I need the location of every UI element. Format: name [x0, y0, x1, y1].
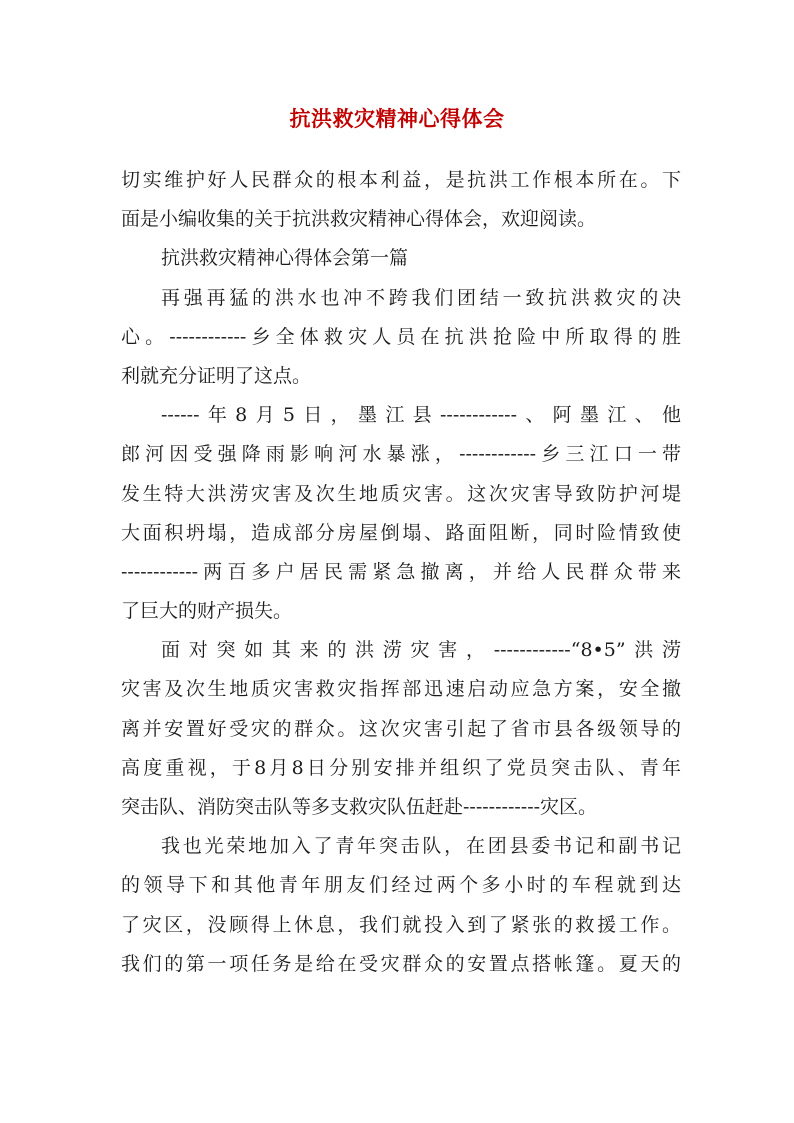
paragraph-line: 郎河因受强降雨影响河水暴涨，------------乡三江口一带 [121, 443, 681, 466]
document-title: 抗洪救灾精神心得体会 [289, 106, 505, 131]
paragraph-line: 大面积坍塌，造成部分房屋倒塌、路面阻断，同时险情致使 [121, 521, 681, 544]
paragraph-line: 我也光荣地加入了青年突击队，在团县委书记和副书记 [161, 835, 681, 858]
paragraph-line: 了灾区，没顾得上休息，我们就投入到了紧张的救援工作。 [121, 913, 681, 936]
paragraph-line: 切实维护好人民群众的根本利益，是抗洪工作根本所在。下 [121, 169, 681, 191]
paragraph-line: 利就充分证明了这点。 [121, 364, 312, 387]
paragraph-line: ------年8月5日，墨江县------------、阿墨江、他 [161, 404, 681, 427]
paragraph-line: 面对突如其来的洪涝灾害，------------“8•5”洪涝 [161, 639, 681, 662]
paragraph-line: 发生特大洪涝灾害及次生地质灾害。这次灾害导致防护河堤 [121, 482, 681, 505]
section-heading: 抗洪救灾精神心得体会第一篇 [161, 247, 409, 270]
paragraph-line: ------------两百多户居民需紧急撤离，并给人民群众带来 [121, 560, 681, 583]
document-body [121, 161, 681, 984]
paragraph-line: 突击队、消防突击队等多支救灾队伍赶赴------------灾区。 [121, 796, 598, 818]
paragraph-line: 再强再猛的洪水也冲不跨我们团结一致抗洪救灾的决 [161, 286, 681, 309]
paragraph-line: 了巨大的财产损失。 [121, 600, 293, 623]
paragraph-line: 我们的第一项任务是给在受灾群众的安置点搭帐篷。夏天的 [121, 952, 681, 975]
paragraph-line: 面是小编收集的关于抗洪救灾精神心得体会，欢迎阅读。 [121, 208, 597, 231]
paragraph-line: 的领导下和其他青年朋友们经过两个多小时的车程就到达 [121, 874, 681, 897]
paragraph-line: 离并安置好受灾的群众。这次灾害引起了省市县各级领导的 [121, 717, 681, 740]
paragraph-line: 灾害及次生地质灾害救灾指挥部迅速启动应急方案，安全撤 [121, 678, 681, 701]
paragraph-line: 心。------------乡全体救灾人员在抗洪抢险中所取得的胜 [121, 325, 681, 348]
paragraph-line: 高度重视，于8月8日分别安排并组织了党员突击队、青年 [121, 756, 681, 779]
